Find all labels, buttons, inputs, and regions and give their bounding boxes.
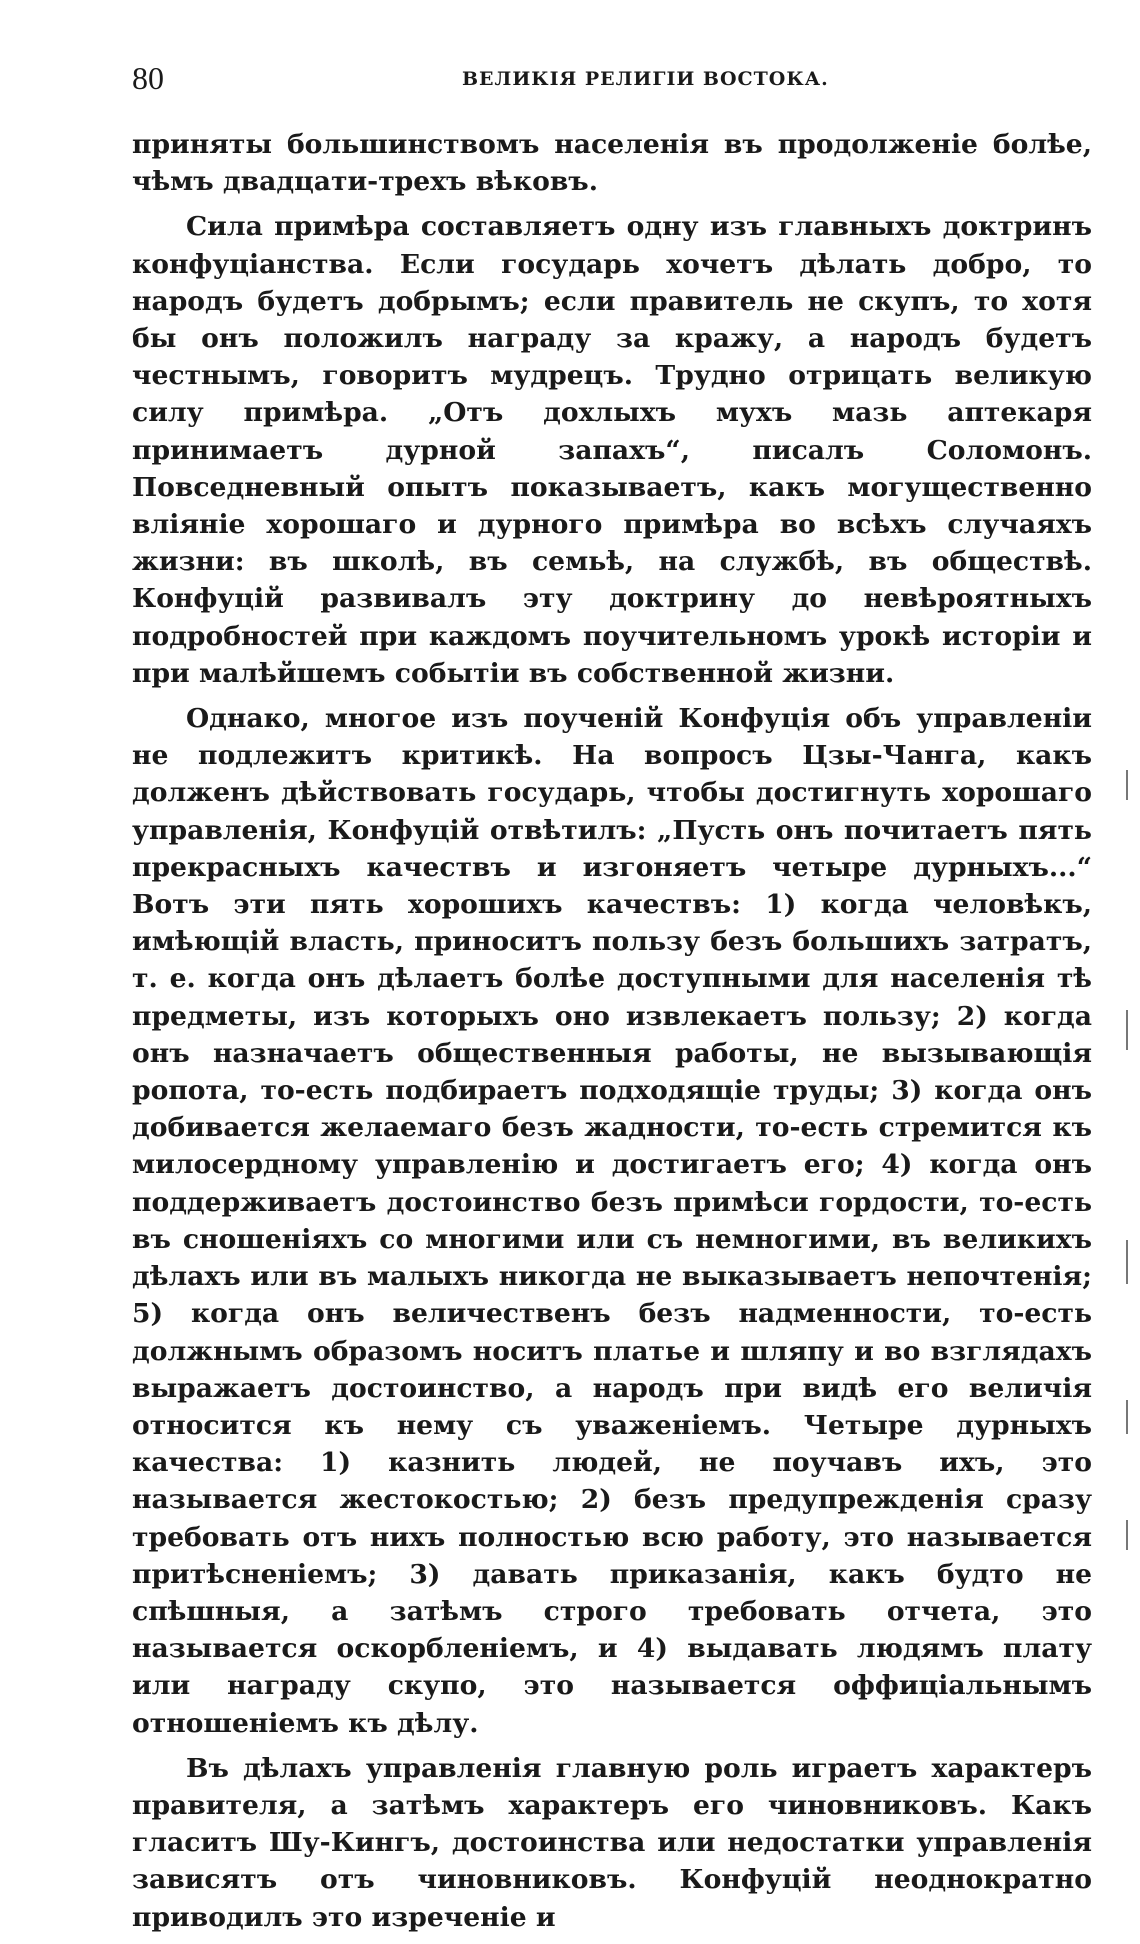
paragraph-continuation: приняты большинствомъ населенія въ продолженіе болѣе, чѣмъ двадцати-трехъ вѣковъ. [132, 129, 1092, 198]
running-header [132, 58, 1092, 98]
scan-edge-mark [1126, 1520, 1128, 1550]
scan-edge-mark [1126, 1010, 1128, 1050]
paragraph-example-power: Сила примѣра составляетъ одну изъ главныхъ доктринъ конфуціанства. Если государь хочетъ дѣлать добро, то народъ будетъ добрымъ; если правитель не скупъ, то хотя бы онъ положилъ награду за кражу, а народъ будетъ честнымъ, говоритъ мудрецъ. Трудно отрицать великую силу примѣра. „Отъ дохлыхъ мухъ мазь аптекаря принимаетъ дурной запахъ“, писалъ Соломонъ. Повседневный опытъ показываетъ, какъ могущественно вліяніе хорошаго и дурного примѣра во всѣхъ случаяхъ жизни: въ школѣ, въ семьѣ, на службѣ, въ обществѣ. Конфуцій развивалъ эту доктрину до невѣроятныхъ подробностей при каждомъ поучительномъ урокѣ исторіи и при малѣйшемъ событіи въ собственной жизни. [132, 211, 1092, 689]
body-text [132, 126, 1092, 1944]
paragraph-five-qualities: Однако, многое изъ поученій Конфуція объ управленіи не подлежитъ критикѣ. На вопросъ Цзы-Чанга, какъ долженъ дѣйствовать государь, чтобы достигнуть хорошаго управленія, Конфуцій отвѣтилъ: „Пусть онъ почитаетъ пять прекрасныхъ качествъ и изгоняетъ четыре дурныхъ...“ Вотъ эти пять хорошихъ качествъ: 1) когда человѣкъ, имѣющій власть, приноситъ пользу безъ большихъ затратъ, т. е. когда онъ дѣлаетъ болѣе доступными для населенія тѣ предметы, изъ которыхъ оно извлекаетъ пользу; 2) когда онъ назначаетъ общественныя работы, не вызывающія ропота, то-есть подбираетъ подходящіе труды; 3) когда онъ добивается желаемаго безъ жадности, то-есть стремится къ милосердному управленію и достигаетъ его; 4) когда онъ поддерживаетъ достоинство безъ примѣси гордости, то-есть въ сношеніяхъ со многими или съ немногими, въ великихъ дѣлахъ или въ малыхъ никогда не выказываетъ непочтенія; 5) когда онъ величественъ безъ надменности, то-есть должнымъ образомъ носитъ платье и шляпу и во взглядахъ выражаетъ достоинство, а народъ при видѣ его величія относится къ нему съ уваженіемъ. Четыре дурныхъ качества: 1) казнить людей, не поучавъ ихъ, это называется жестокостью; 2) безъ предупрежденія сразу требовать отъ нихъ полностью всю работу, это называется притѣсненіемъ; 3) давать приказанія, какъ будто не спѣшныя, а затѣмъ строго требовать отчета, это называется оскорбленіемъ, и 4) выдавать людямъ плату или награду скупо, это называется оффиціальнымъ отношеніемъ къ дѣлу. [132, 703, 1092, 1739]
scan-edge-mark [1126, 1240, 1128, 1284]
paragraph-officials: Въ дѣлахъ управленія главную роль играетъ характеръ правителя, а затѣмъ характеръ его чиновниковъ. Какъ гласитъ Шу-Кингъ, достоинства или недостатки управленія зависятъ отъ чиновниковъ. Конфуцій неоднократно приводилъ это изреченіе и [132, 1752, 1092, 1933]
page-number: 80 [132, 60, 164, 96]
running-title: ВЕЛИКІЯ РЕЛИГІИ ВОСТОКА. [462, 68, 829, 90]
scan-edge-mark [1126, 1400, 1128, 1434]
scan-edge-mark [1126, 770, 1128, 800]
